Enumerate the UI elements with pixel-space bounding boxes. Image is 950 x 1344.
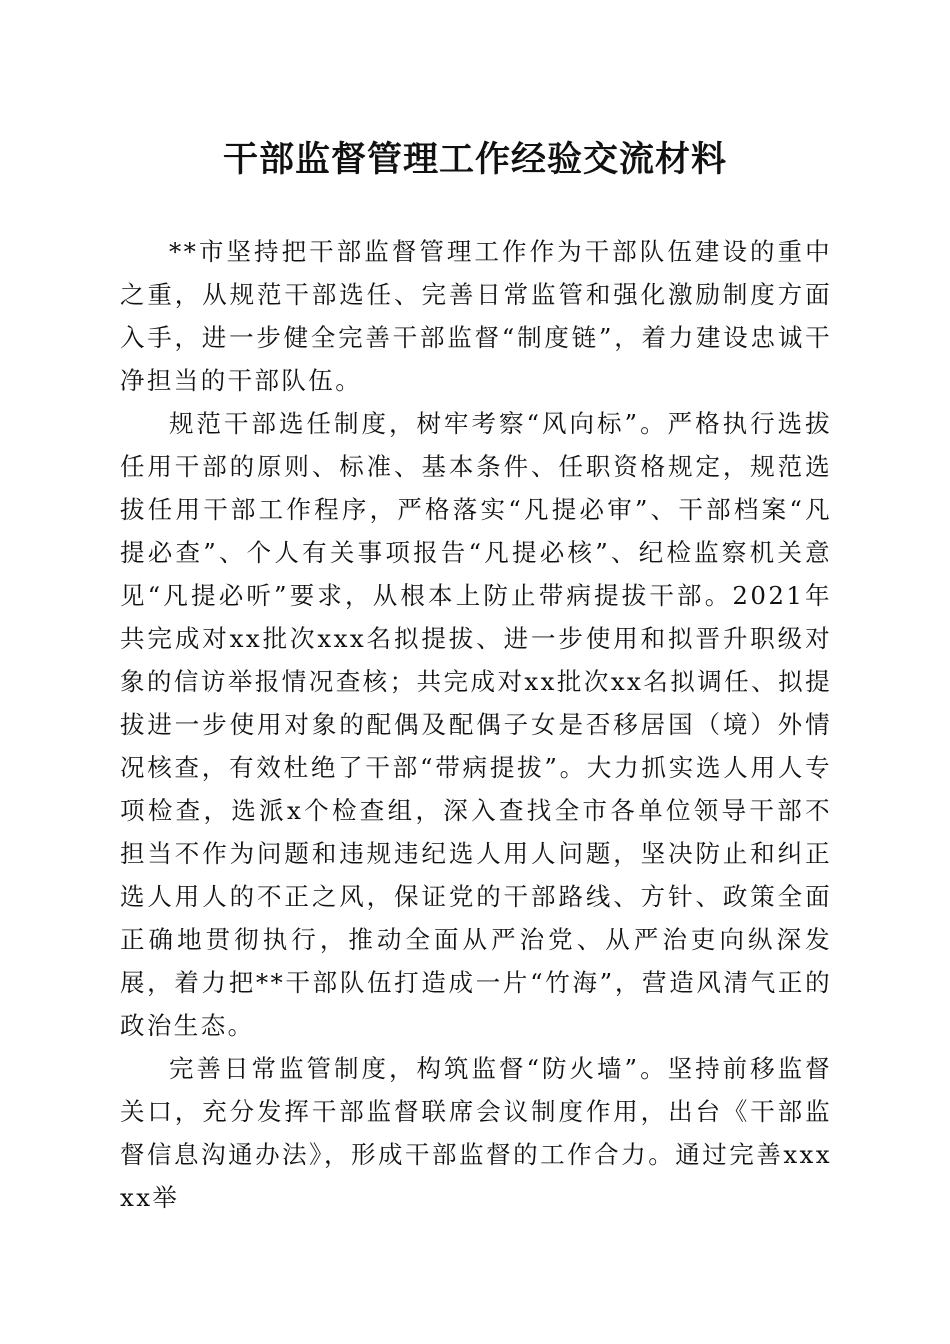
document-title: 干部监督管理工作经验交流材料: [222, 139, 727, 180]
document-body: [120, 230, 832, 1219]
paragraph-daily-supervision: 完善日常监管制度，构筑监督“防火墙”。坚持前移监督关口，充分发挥干部监督联席会议制度作用，出台《干部监督信息沟通办法》，形成干部监督的工作合力。通过完善xxxxx举: [120, 1054, 832, 1212]
paragraph-selection-system: 规范干部选任制度，树牢考察“风向标”。严格执行选拔任用干部的原则、标准、基本条件、任职资格规定，规范选拔任用干部工作程序，严格落实“凡提必审”、干部档案“凡提必查”、个人有关事项报告“凡提必核”、纪检监察机关意见“凡提必听”要求，从根本上防止带病提拔干部。2021年共完成对xx批次xxx名拟提拔、进一步使用和拟晋升职级对象的信访举报情况查核；共完成对xx批次xx名拟调任、拟提拔进一步使用对象的配偶及配偶子女是否移居国（境）外情况核查，有效杜绝了干部“带病提拔”。大力抓实选人用人专项检查，选派x个检查组，深入查找全市各单位领导干部不担当不作为问题和违规违纪选人用人问题，坚决防止和纠正选人用人的不正之风，保证党的干部路线、方针、政策全面正确地贯彻执行，推动全面从严治党、从严治吏向纵深发展，着力把**干部队伍打造成一片“竹海”，营造风清气正的政治生态。: [120, 409, 832, 1040]
paragraph-intro: **市坚持把干部监督管理工作作为干部队伍建设的重中之重，从规范干部选任、完善日常监管和强化激励制度方面入手，进一步健全完善干部监督“制度链”，着力建设忠诚干净担当的干部队伍。: [120, 237, 832, 395]
